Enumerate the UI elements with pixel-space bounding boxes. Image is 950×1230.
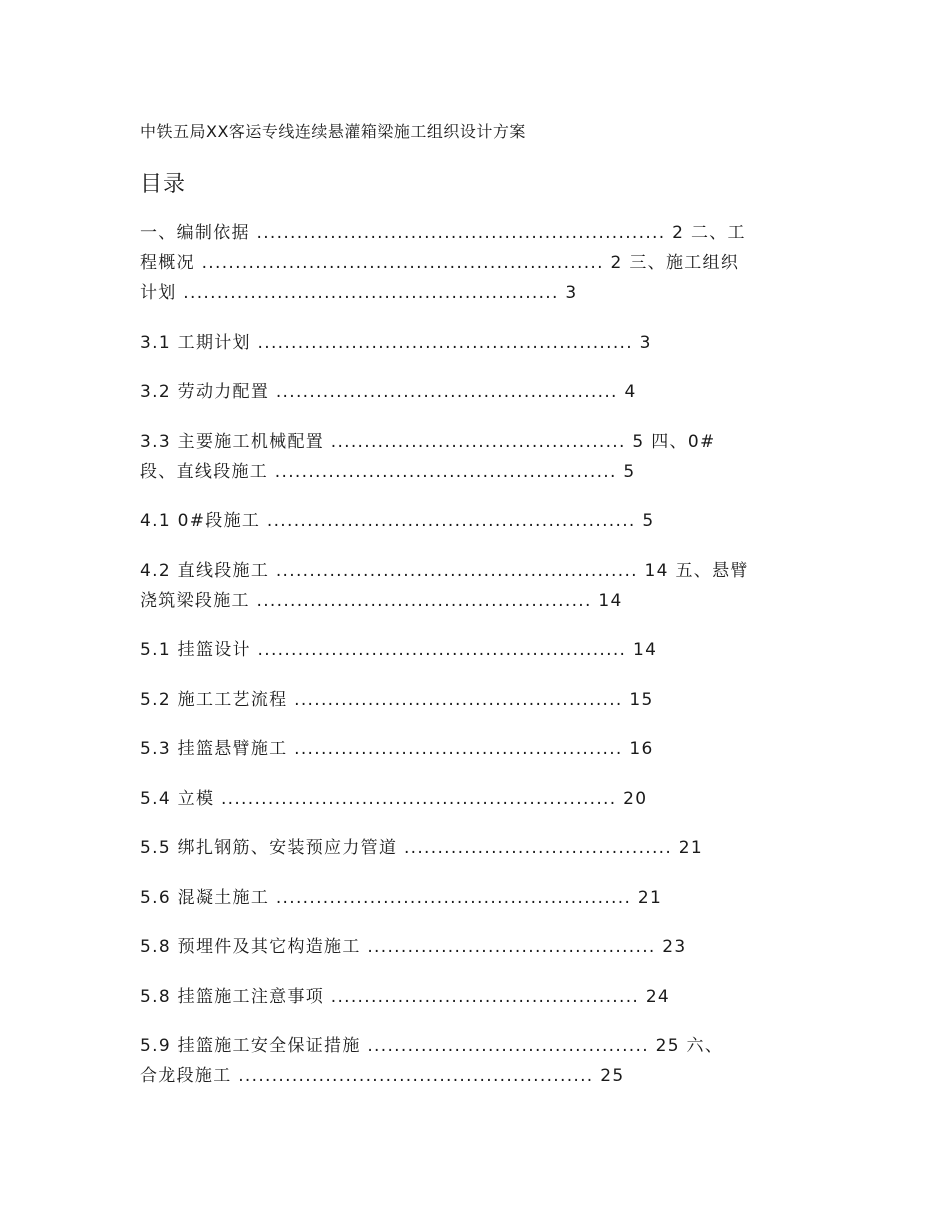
toc-entry bbox=[140, 556, 805, 616]
toc-line: 5.3 挂篮悬臂施工 ................................................. 16 bbox=[140, 739, 654, 759]
toc-line: 5.5 绑扎钢筋、安装预应力管道 ........................................ 21 bbox=[140, 838, 704, 858]
toc-line: 3.3 主要施工机械配置 ............................................ 5 四、0# bbox=[140, 431, 716, 452]
toc-entry bbox=[140, 982, 805, 1012]
toc-line: 5.8 挂篮施工注意事项 .............................................. 24 bbox=[140, 986, 671, 1007]
toc-line: 5.9 挂篮施工安全保证措施 .......................................... 25 六、 bbox=[140, 1036, 724, 1056]
toc-entry bbox=[140, 218, 805, 308]
toc-entry bbox=[140, 833, 805, 863]
toc-line: 3.1 工期计划 ........................................................ 3 bbox=[140, 332, 652, 353]
toc-entry bbox=[140, 734, 805, 764]
toc-entry bbox=[140, 1031, 805, 1091]
toc-line: 5.2 施工工艺流程 ................................................. 15 bbox=[140, 689, 654, 710]
toc-entry bbox=[140, 685, 805, 715]
toc-entry bbox=[140, 427, 805, 487]
toc-entry bbox=[140, 784, 805, 814]
toc-line: 5.6 混凝土施工 ..................................................... 21 bbox=[140, 887, 663, 908]
toc-line: 4.1 0#段施工 ....................................................... 5 bbox=[140, 511, 655, 531]
toc-entry bbox=[140, 883, 805, 913]
toc-entry bbox=[140, 932, 805, 962]
toc-line: 合龙段施工 ..................................................... 25 bbox=[140, 1066, 625, 1086]
toc-line: 5.1 挂篮设计 ....................................................... 14 bbox=[140, 640, 658, 660]
toc-line: 一、编制依据 ............................................................. 2 二、工 bbox=[140, 223, 746, 243]
toc-entry bbox=[140, 506, 805, 536]
toc-entry bbox=[140, 377, 805, 407]
toc-title: 目录 bbox=[140, 172, 187, 197]
toc-line: 5.8 预埋件及其它构造施工 ........................................... 23 bbox=[140, 937, 687, 957]
toc-entry bbox=[140, 635, 805, 665]
toc-entry bbox=[140, 328, 805, 358]
toc-line: 5.4 立模 ........................................................... 20 bbox=[140, 788, 648, 809]
toc-line: 计划 ........................................................ 3 bbox=[140, 283, 578, 303]
table-of-contents bbox=[140, 218, 805, 1111]
toc-line: 4.2 直线段施工 ...................................................... 14 五、悬臂 bbox=[140, 560, 749, 581]
toc-line: 3.2 劳动力配置 ................................................... 4 bbox=[140, 382, 637, 402]
toc-line: 浇筑梁段施工 .................................................. 14 bbox=[140, 590, 623, 611]
document-header: 中铁五局XX客运专线连续悬灌箱梁施工组织设计方案 bbox=[140, 122, 526, 141]
toc-line: 段、直线段施工 ................................................... 5 bbox=[140, 461, 636, 482]
toc-line: 程概况 ............................................................ 2 三、施工组织 bbox=[140, 253, 740, 273]
